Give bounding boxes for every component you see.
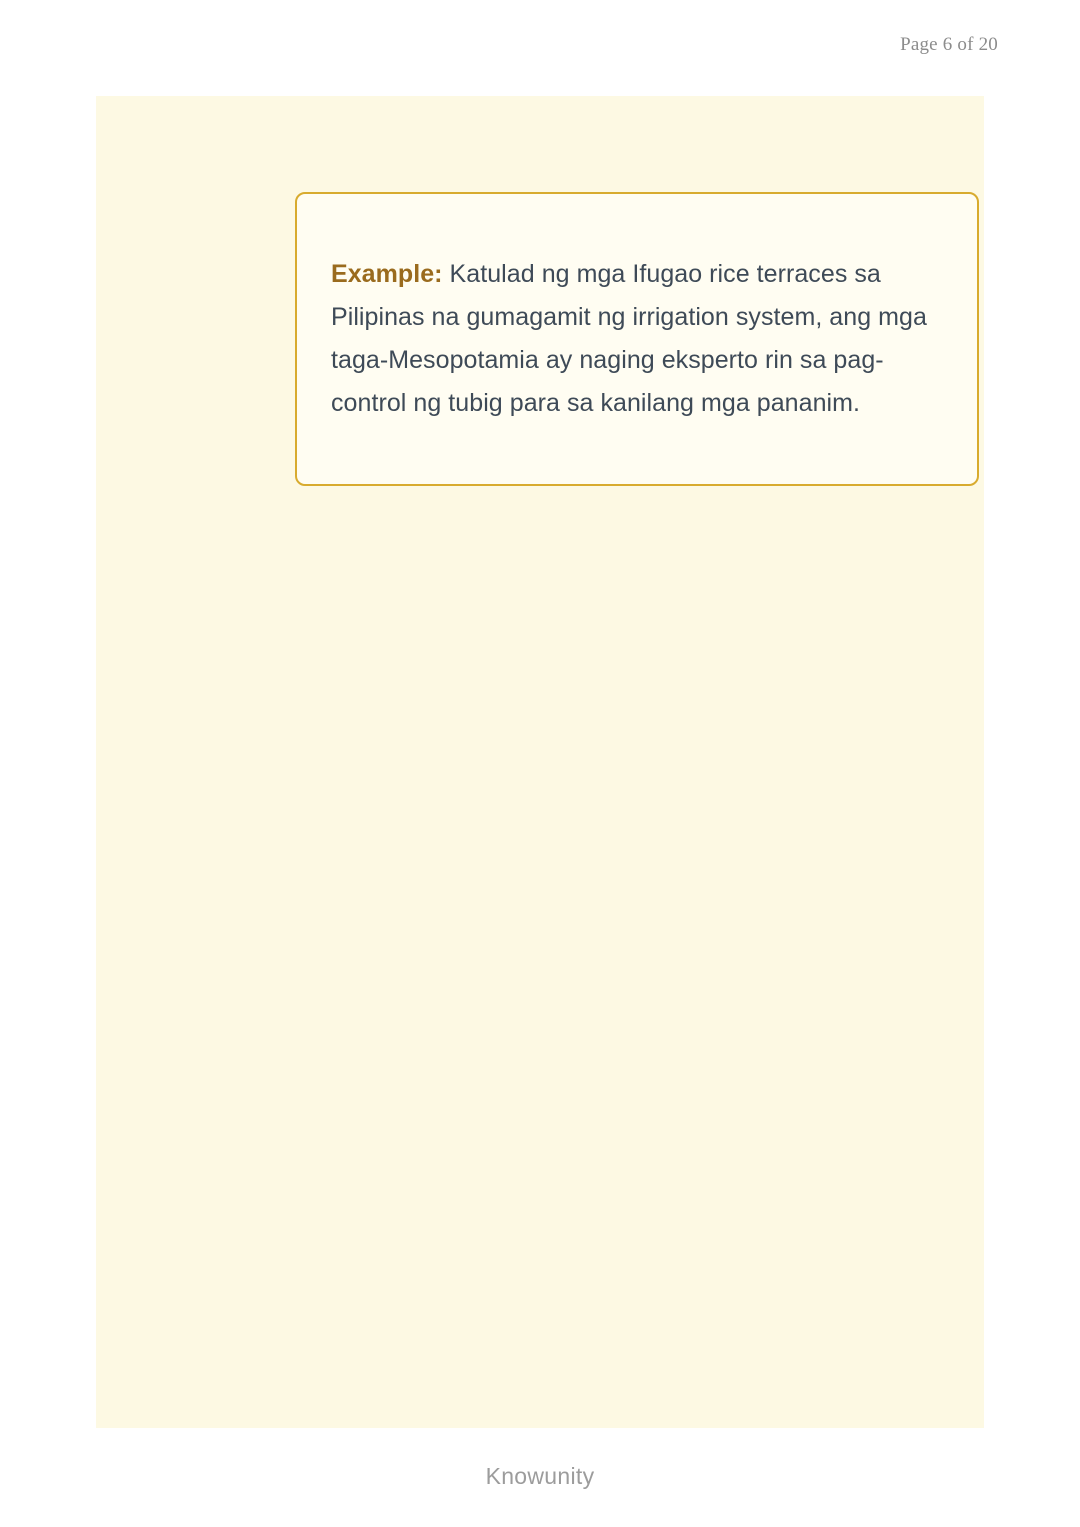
example-callout-body: Katulad ng mga Ifugao rice terraces sa Pilipinas na gumagamit ng irrigation system, ang mga taga-Mesopotamia ay naging eksperto rin sa pag-control ng tubig para sa kanilang mga pananim. [331,260,927,417]
example-callout-text [331,253,939,425]
page-content-panel [96,96,984,1428]
example-callout-label: Example: [331,260,443,288]
footer-brand-label: Knowunity [485,1463,595,1489]
example-callout-box [295,192,979,486]
page-number-indicator: Page 6 of 20 [900,34,998,55]
